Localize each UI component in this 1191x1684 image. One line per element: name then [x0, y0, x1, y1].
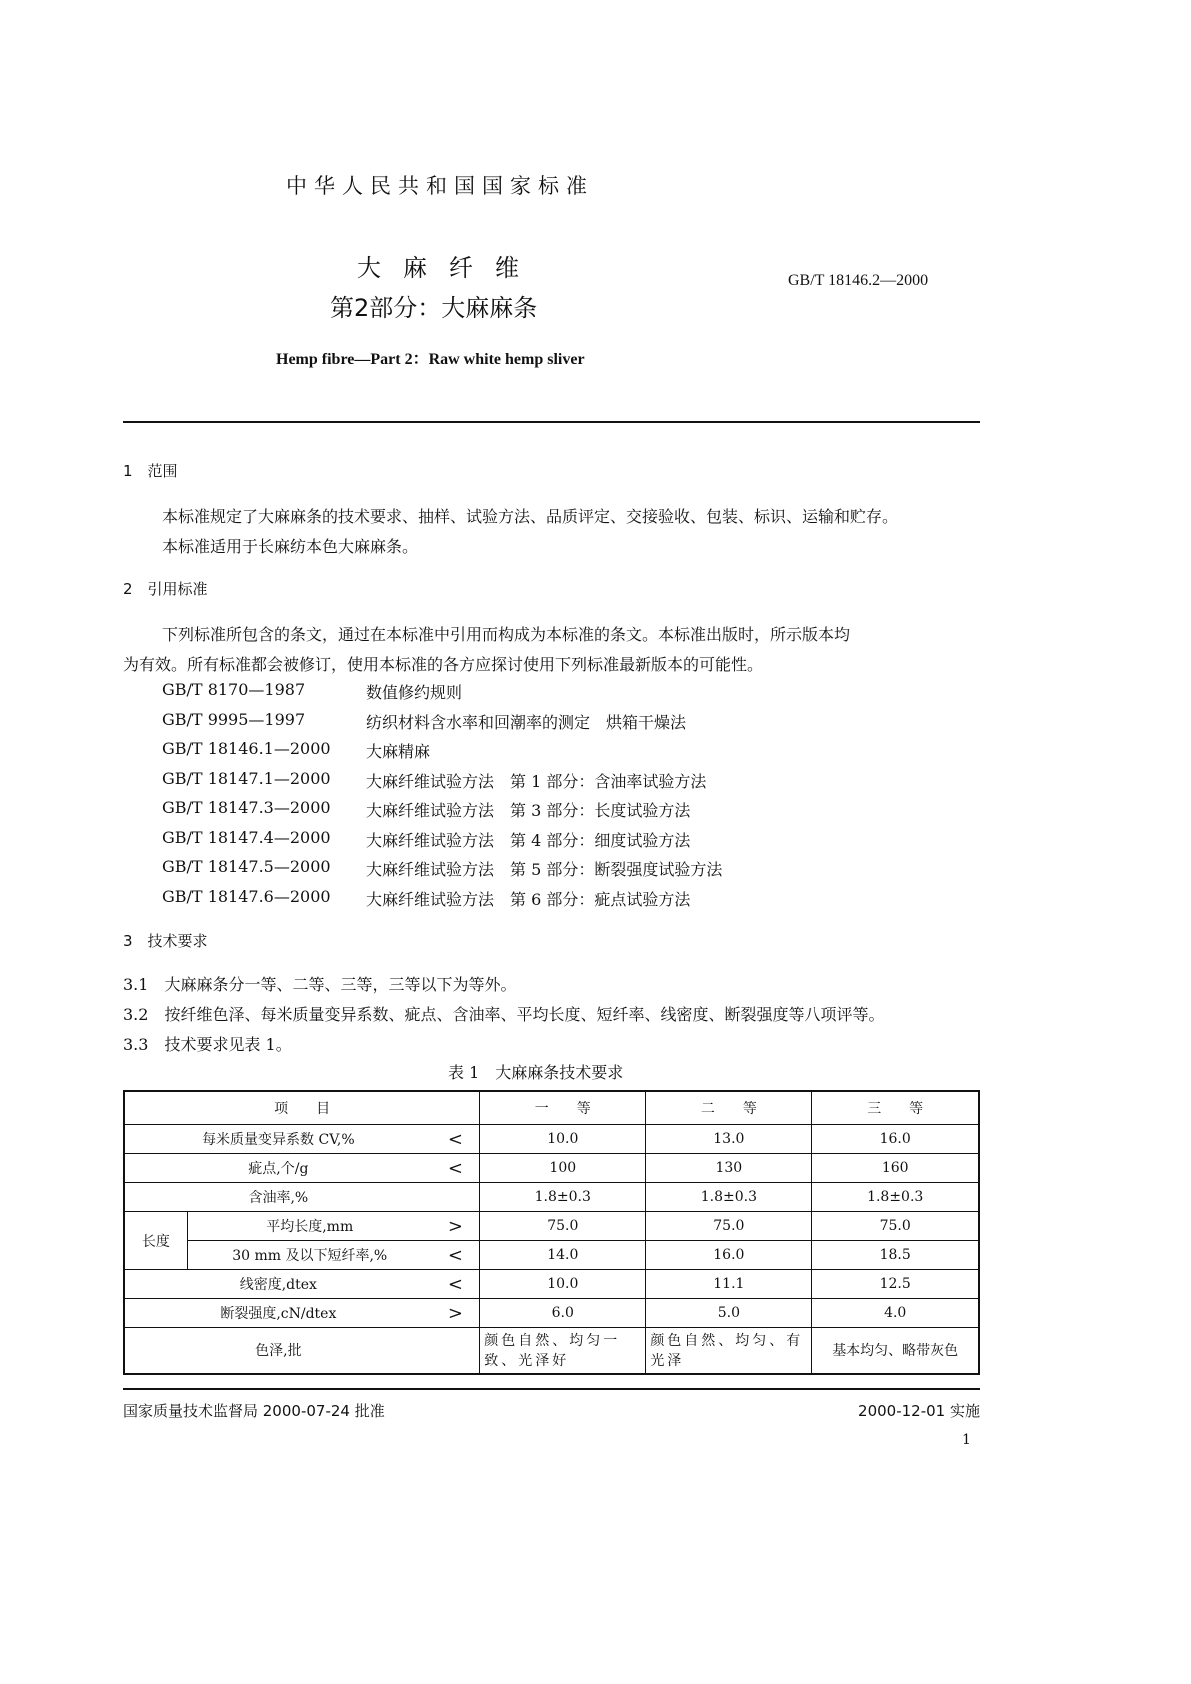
table-row: [124, 1299, 979, 1328]
tech-requirements-table: [123, 1090, 980, 1375]
reference-code: GB/T 9995—1997: [162, 709, 306, 729]
clause-3-2: 3.2 按纤维色泽、每米质量变异系数、疵点、含油率、平均长度、短纤率、线密度、断裂强度等八项评等。: [123, 1005, 885, 1024]
grade-3-value: 12.5: [812, 1270, 979, 1299]
approval-note: 国家质量技术监督局 2000-07-24 批准: [123, 1402, 385, 1420]
row-item: 每米质量变异系数 CV,%: [124, 1125, 432, 1154]
grade-3-value: 160: [812, 1154, 979, 1183]
title-main: 大麻纤维: [357, 254, 541, 282]
row-item: 疵点,个/g: [124, 1154, 432, 1183]
grade-3-value: 18.5: [812, 1241, 979, 1270]
header-grade-1: 一 等: [480, 1091, 646, 1125]
reference-code: GB/T 8170—1987: [162, 680, 306, 699]
table-row: [124, 1183, 979, 1212]
clause-3-1: 3.1 大麻麻条分一等、二等、三等，三等以下为等外。: [123, 975, 517, 994]
row-item: 线密度,dtex: [124, 1270, 432, 1299]
grade-2-value: 1.8±0.3: [646, 1183, 812, 1212]
header-item: 项 目: [124, 1091, 480, 1125]
table-row: [124, 1125, 979, 1154]
comparison-sign: >: [432, 1299, 480, 1328]
comparison-sign: <: [432, 1241, 480, 1270]
national-standard-heading: 中华人民共和国国家标准: [286, 174, 594, 198]
reference-title: 大麻纤维试验方法 第 4 部分：细度试验方法: [366, 830, 691, 850]
reference-title: 大麻纤维试验方法 第 5 部分：断裂强度试验方法: [366, 860, 723, 879]
table-row: [124, 1328, 979, 1374]
row-item: 平均长度,mm: [187, 1212, 431, 1241]
clause-3-3: 3.3 技术要求见表 1。: [123, 1035, 292, 1054]
reference-code: GB/T 18147.3—2000: [162, 798, 331, 817]
grade-2-value: 颜色自然、均匀、有光泽: [646, 1328, 812, 1374]
grade-2-value: 13.0: [646, 1125, 812, 1154]
s1-para-2: 本标准适用于长麻纺本色大麻麻条。: [162, 537, 419, 556]
reference-title: 大麻纤维试验方法 第 3 部分：长度试验方法: [366, 801, 691, 820]
footer-rule: [123, 1388, 980, 1390]
row-item: 断裂强度,cN/dtex: [124, 1299, 432, 1328]
row-item: 色泽,批: [124, 1328, 432, 1374]
section-1-title: 1 范围: [123, 462, 178, 480]
reference-title: 大麻精麻: [366, 742, 431, 761]
grade-2-value: 11.1: [646, 1270, 812, 1299]
s2-para-1: 下列标准所包含的条文，通过在本标准中引用而构成为本标准的条文。本标准出版时，所示版本均: [162, 625, 851, 644]
s2-para-2: 为有效。所有标准都会被修订，使用本标准的各方应探讨使用下列标准最新版本的可能性。: [123, 655, 764, 674]
grade-2-value: 130: [646, 1154, 812, 1183]
reference-title: 纺织材料含水率和回潮率的测定 烘箱干燥法: [366, 712, 687, 732]
grade-3-value: 16.0: [812, 1125, 979, 1154]
grade-1-value: 10.0: [480, 1270, 646, 1299]
comparison-sign: <: [432, 1270, 480, 1299]
reference-code: GB/T 18147.1—2000: [162, 768, 331, 788]
grade-1-value: 10.0: [480, 1125, 646, 1154]
comparison-sign: >: [432, 1212, 480, 1241]
grade-2-value: 16.0: [646, 1241, 812, 1270]
grade-2-value: 75.0: [646, 1212, 812, 1241]
reference-code: GB/T 18147.4—2000: [162, 827, 331, 847]
reference-title: 数值修约规则: [366, 683, 463, 702]
table-row: [124, 1212, 979, 1241]
comparison-sign: <: [432, 1125, 480, 1154]
grade-3-value: 1.8±0.3: [812, 1183, 979, 1212]
s1-para-1: 本标准规定了大麻麻条的技术要求、抽样、试验方法、品质评定、交接验收、包装、标识、运输和贮存。: [162, 507, 899, 526]
standard-code: GB/T 18146.2—2000: [788, 272, 929, 289]
reference-code: GB/T 18147.5—2000: [162, 857, 331, 876]
grade-1-value: 75.0: [480, 1212, 646, 1241]
reference-code: GB/T 18146.1—2000: [162, 739, 331, 758]
row-item: 含油率,%: [124, 1183, 432, 1212]
reference-title: 大麻纤维试验方法 第 6 部分：疵点试验方法: [366, 889, 691, 909]
effective-date: 2000-12-01 实施: [858, 1402, 980, 1420]
comparison-sign: <: [432, 1154, 480, 1183]
reference-title: 大麻纤维试验方法 第 1 部分：含油率试验方法: [366, 771, 707, 791]
table-row: [124, 1154, 979, 1183]
header-grade-3: 三 等: [812, 1091, 979, 1125]
grade-2-value: 5.0: [646, 1299, 812, 1328]
header-grade-2: 二 等: [646, 1091, 812, 1125]
section-2-title: 2 引用标准: [123, 580, 208, 598]
grade-1-value: 颜色自然、均匀一致、光泽好: [480, 1328, 646, 1374]
grade-1-value: 100: [480, 1154, 646, 1183]
page-number: 1: [962, 1432, 971, 1448]
comparison-sign: [432, 1328, 480, 1374]
table-row: [124, 1270, 979, 1299]
row-item: 30 mm 及以下短纤率,%: [187, 1241, 431, 1270]
english-title: Hemp fibre—Part 2：Raw white hemp sliver: [276, 351, 585, 368]
grade-3-value: 基本均匀、略带灰色: [812, 1328, 979, 1374]
grade-3-value: 4.0: [812, 1299, 979, 1328]
table-row: [124, 1241, 979, 1270]
title-part: 第2部分：大麻麻条: [330, 294, 538, 322]
reference-code: GB/T 18147.6—2000: [162, 886, 331, 906]
grade-1-value: 1.8±0.3: [480, 1183, 646, 1212]
group-length: 长度: [124, 1212, 187, 1270]
section-3-title: 3 技术要求: [123, 932, 208, 950]
grade-1-value: 6.0: [480, 1299, 646, 1328]
grade-1-value: 14.0: [480, 1241, 646, 1270]
table-caption: 表 1 大麻麻条技术要求: [448, 1063, 624, 1082]
header-rule: [123, 421, 980, 423]
table-header-row: [124, 1091, 979, 1125]
grade-3-value: 75.0: [812, 1212, 979, 1241]
comparison-sign: [432, 1183, 480, 1212]
